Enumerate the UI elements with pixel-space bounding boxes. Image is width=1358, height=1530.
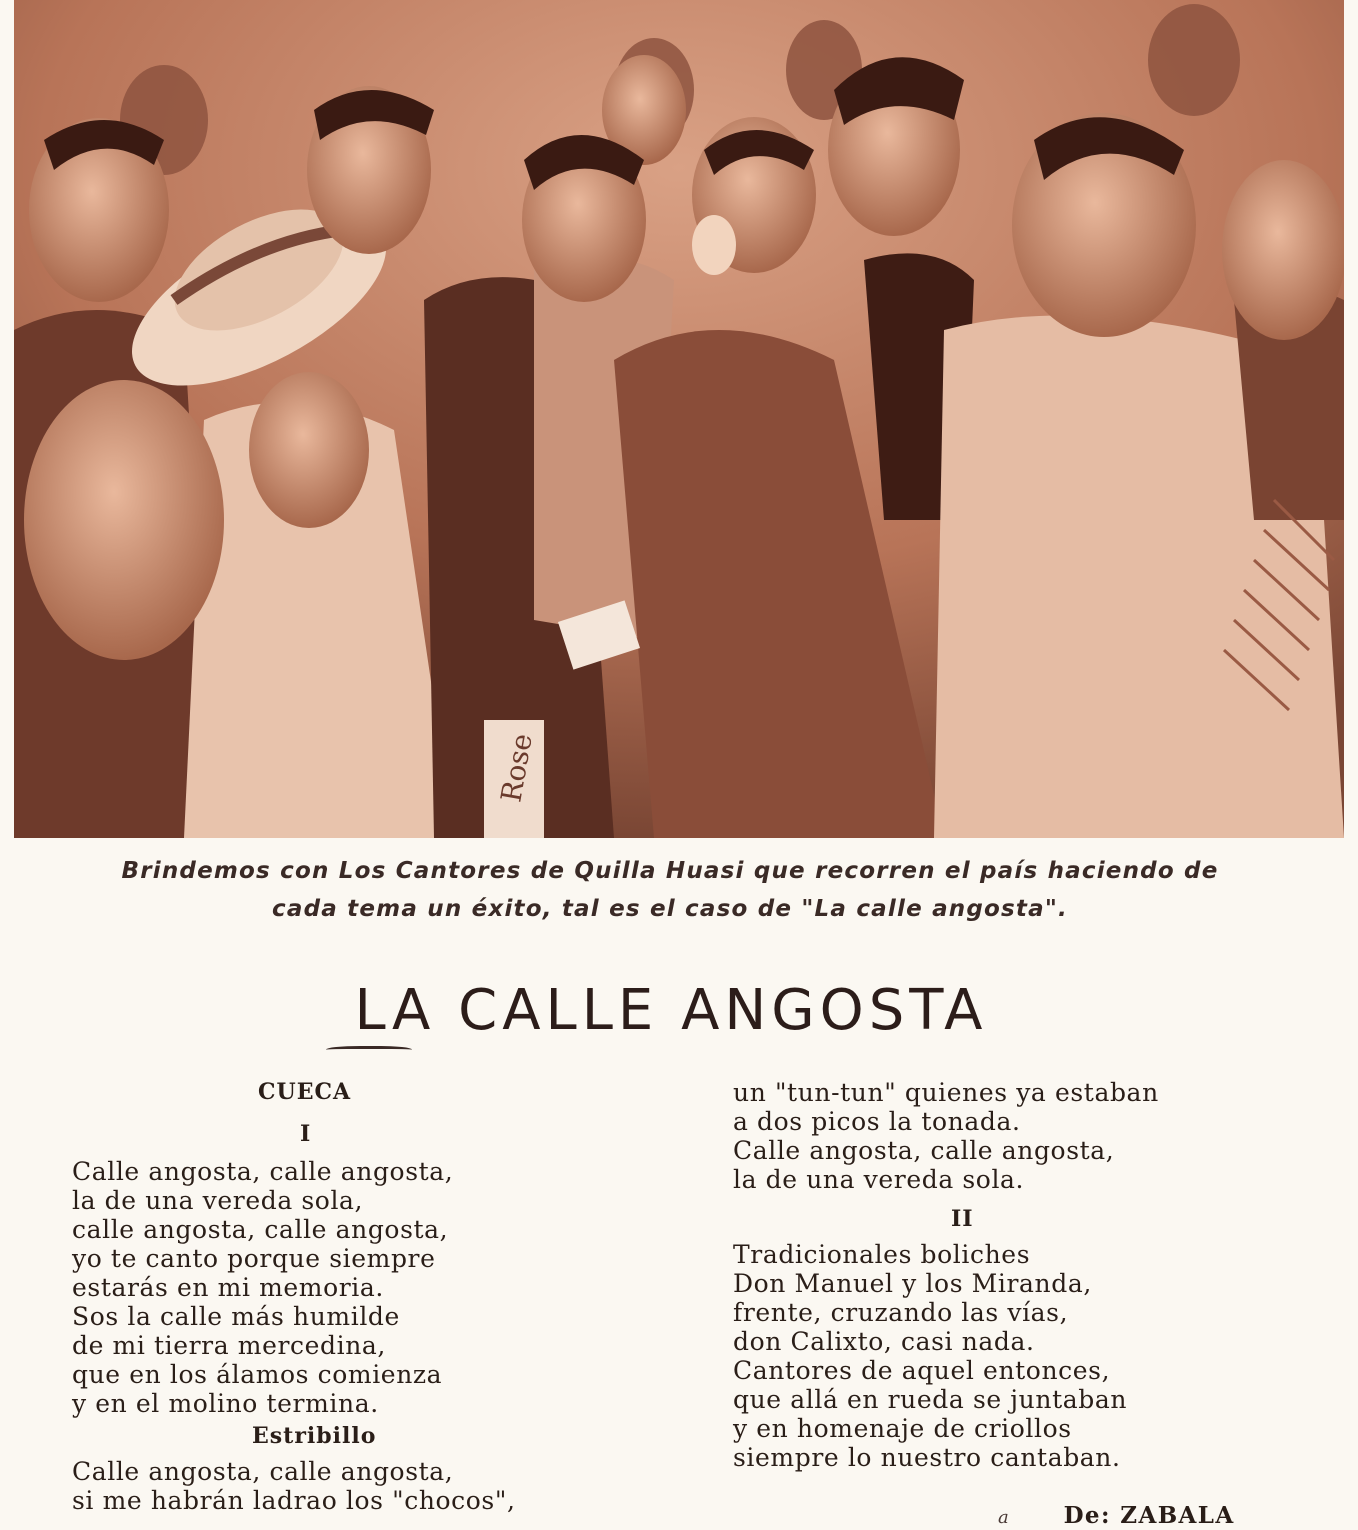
author-signature xyxy=(998,1502,1235,1529)
verse2-line: que allá en rueda se juntaban xyxy=(733,1385,1128,1414)
verse1-line: y en el molino termina. xyxy=(72,1389,379,1418)
verse2-line: Cantores de aquel entonces, xyxy=(733,1356,1111,1385)
verse1-line: yo te canto porque siempre xyxy=(72,1244,436,1273)
verse2-line: Tradicionales boliches xyxy=(733,1240,1031,1269)
author-prefix: De: xyxy=(1063,1502,1111,1529)
verse1-line: la de una vereda sola, xyxy=(72,1186,364,1215)
author-mark: a xyxy=(998,1507,1011,1528)
author-name: ZABALA xyxy=(1120,1502,1235,1529)
lyrics-right-column xyxy=(733,1078,1293,1472)
genre-heading: CUECA xyxy=(258,1079,352,1105)
verse1-line: que en los álamos comienza xyxy=(72,1360,443,1389)
refrain-line: Calle angosta, calle angosta, xyxy=(72,1457,454,1486)
verse1-line: Sos la calle más humilde xyxy=(72,1302,400,1331)
photo-illustration xyxy=(14,0,1344,838)
verse1-line: calle angosta, calle angosta, xyxy=(72,1215,449,1244)
photo-sign-text: Rose xyxy=(494,731,539,805)
section-i-heading: I xyxy=(300,1121,312,1147)
verse1-line: estarás en mi memoria. xyxy=(72,1273,384,1302)
photo-caption-line-1: Brindemos con Los Cantores de Quilla Huasi que recorren el país haciendo de xyxy=(121,858,1219,884)
refrain-continuation-line: la de una vereda sola. xyxy=(733,1165,1025,1194)
verse1-line: Calle angosta, calle angosta, xyxy=(72,1157,454,1186)
title-underline-mark xyxy=(326,1046,412,1055)
verse1-line: de mi tierra mercedina, xyxy=(72,1331,386,1360)
verse2-line: frente, cruzando las vías, xyxy=(733,1298,1069,1327)
photo-caption-line-2: cada tema un éxito, tal es el caso de "La calle angosta". xyxy=(272,896,1068,922)
verse2-line: y en homenaje de criollos xyxy=(733,1414,1072,1443)
section-ii-heading: II xyxy=(951,1206,974,1232)
refrain-line: si me habrán ladrao los "chocos", xyxy=(72,1486,516,1515)
verse2-line: siempre lo nuestro cantaban. xyxy=(733,1443,1121,1472)
verse2-line: don Calixto, casi nada. xyxy=(733,1327,1035,1356)
refrain-heading: Estribillo xyxy=(252,1423,377,1449)
verse2-line: Don Manuel y los Miranda, xyxy=(733,1269,1092,1298)
song-title: LA CALLE ANGOSTA xyxy=(354,978,988,1043)
refrain-continuation-line: a dos picos la tonada. xyxy=(733,1107,1021,1136)
refrain-continuation-line: Calle angosta, calle angosta, xyxy=(733,1136,1115,1165)
lyrics-left-column xyxy=(72,1078,632,1515)
group-photo xyxy=(14,0,1344,838)
refrain-continuation-line: un "tun-tun" quienes ya estaban xyxy=(733,1078,1159,1107)
